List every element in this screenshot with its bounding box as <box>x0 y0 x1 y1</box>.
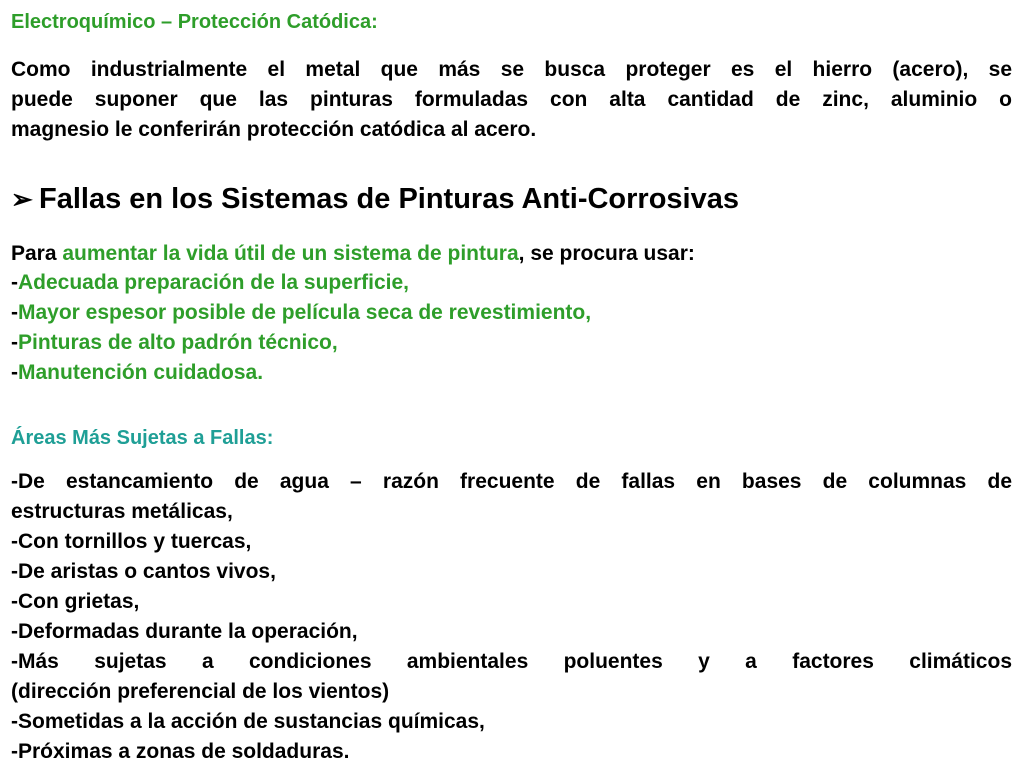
paragraph-line: magnesio le conferirán protección catódica al acero. <box>11 118 537 141</box>
list-item <box>11 617 1012 647</box>
list-item <box>11 268 1012 298</box>
dash: - <box>11 560 18 583</box>
dash: - <box>11 650 18 673</box>
recommendation-text: Mayor espesor posible de película seca de revestimiento, <box>18 301 592 324</box>
areas-title: Áreas Más Sujetas a Fallas: <box>11 427 274 449</box>
dash: - <box>11 710 18 733</box>
list-item <box>11 298 1012 328</box>
section-title-electroquimico: Electroquímico – Protección Catódica: <box>11 11 378 33</box>
list-item <box>11 328 1012 358</box>
dash: - <box>11 301 18 324</box>
area-text: De estancamiento de agua – razón frecuente de fallas en bases de columnas de <box>18 470 1012 493</box>
area-text: De aristas o cantos vivos, <box>18 560 276 583</box>
cathodic-protection-paragraph <box>11 55 1012 145</box>
intro-after: , se procura usar: <box>518 242 695 265</box>
area-text: Con tornillos y tuercas, <box>18 530 252 553</box>
list-item <box>11 358 1012 388</box>
dash: - <box>11 590 18 613</box>
area-text: Próximas a zonas de soldaduras. <box>18 740 350 763</box>
area-text: Más sujetas a condiciones ambientales poluentes y a factores climáticos <box>18 650 1012 673</box>
recommendation-text: Adecuada preparación de la superficie, <box>18 271 409 294</box>
recommendation-text: Manutención cuidadosa. <box>18 361 264 384</box>
paragraph-line: Como industrialmente el metal que más se busca proteger es el hierro (acero), se <box>11 58 1012 81</box>
dash: - <box>11 620 18 643</box>
intro-highlight: aumentar la vida útil de un sistema de pintura <box>62 242 519 265</box>
list-item-line <box>11 647 1012 677</box>
list-item <box>11 587 1012 617</box>
dash: - <box>11 361 18 384</box>
list-item <box>11 707 1012 737</box>
intro-before: Para <box>11 242 63 265</box>
intro-sentence <box>11 239 1012 269</box>
dash: - <box>11 740 18 763</box>
recommendation-text: Pinturas de alto padrón técnico, <box>18 331 338 354</box>
heading-fallas <box>11 182 1012 216</box>
heading-text: Fallas en los Sistemas de Pinturas Anti-Corrosivas <box>39 183 739 215</box>
area-text: Deformadas durante la operación, <box>18 620 358 643</box>
list-item-line: estructuras metálicas, <box>11 500 233 523</box>
recommendations-list <box>11 268 1012 388</box>
dash: - <box>11 331 18 354</box>
list-item <box>11 527 1012 557</box>
list-item <box>11 647 1012 707</box>
areas-list <box>11 467 1012 767</box>
list-item <box>11 737 1012 767</box>
arrow-bullet-icon: ➢ <box>11 184 33 214</box>
area-text: Con grietas, <box>18 590 140 613</box>
area-text: Sometidas a la acción de sustancias químicas, <box>18 710 485 733</box>
list-item-line: (dirección preferencial de los vientos) <box>11 680 390 703</box>
paragraph-line: puede suponer que las pinturas formuladas con alta cantidad de zinc, aluminio o <box>11 88 1012 111</box>
dash: - <box>11 530 18 553</box>
dash: - <box>11 470 18 493</box>
list-item-line <box>11 467 1012 497</box>
list-item <box>11 467 1012 527</box>
list-item <box>11 557 1012 587</box>
dash: - <box>11 271 18 294</box>
